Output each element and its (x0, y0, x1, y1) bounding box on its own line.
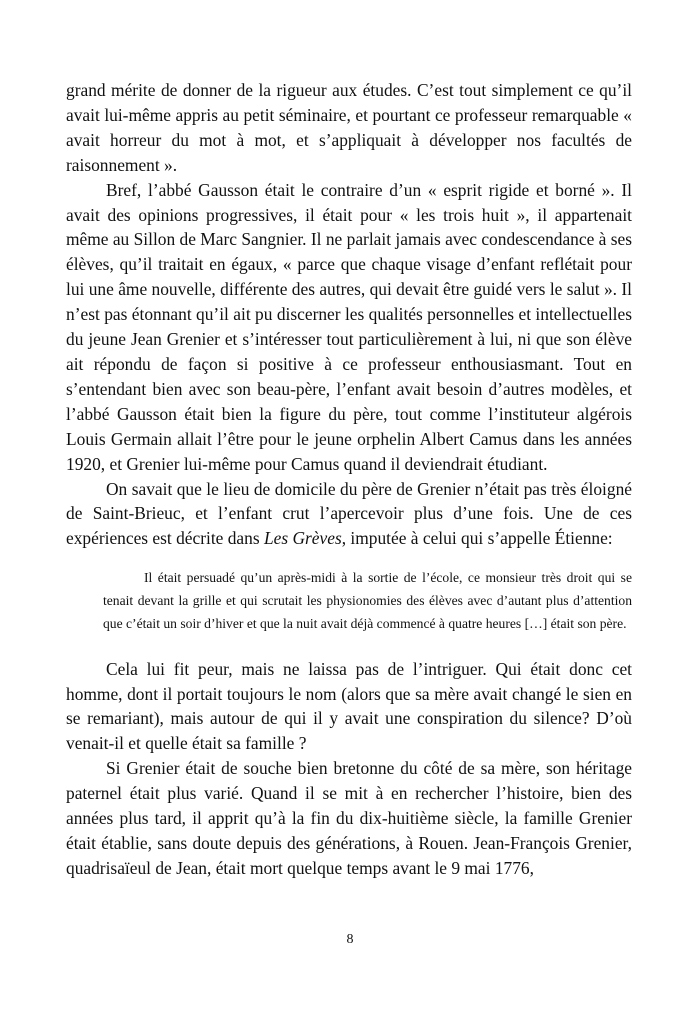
paragraph-text: grand mérite de donner de la rigueur aux études. C’est tout simplement ce qu’il avait lui-même appris au petit séminaire, et pourtant ce professeur remarquable « avait horreur du mot à mot, et s’appliquait à développer nos facultés de raisonnement ». (66, 80, 632, 175)
page-body (66, 78, 632, 881)
paragraph-text: , imputée à celui qui s’appelle Étienne: (341, 528, 613, 549)
paragraph-5 (66, 756, 632, 881)
paragraph-1 (66, 78, 632, 178)
paragraph-2 (66, 178, 632, 477)
block-quote (66, 567, 632, 635)
paragraph-3 (66, 477, 632, 552)
paragraph-text: Si Grenier était de souche bien bretonne du côté de sa mère, son héritage paternel était plus varié. Quand il se mit à en rechercher l’histoire, bien des années plus tard, il apprit qu’à la fin du dix-huitième siècle, la famille Grenier était établie, sans doute depuis des générations, à Rouen. Jean-François Grenier, quadrisaïeul de Jean, était mort quelque temps avant le 9 mai 1776, (66, 758, 632, 878)
paragraph-text: Bref, l’abbé Gausson était le contraire d’un « esprit rigide et borné ». Il avait des opinions progressives, il était pour « les trois huit », il appartenait même au Sillon de Marc Sangnier. Il ne parlait jamais avec condescendance à ses élèves, qu’il traitait en égaux, « parce que chaque visage d’enfant reflétait pour lui une âme nouvelle, différente des autres, qui devait être guidé vers le salut ». Il n’est pas étonnant qu’il ait pu discerner les qualités personnelles et intellectuelles du jeune Jean Grenier et s’intéresser tout particulièrement à lui, ni que son élève ait répondu de façon si positive à ce professeur enthousiasmant. Tout en s’entendant bien avec son beau-père, l’enfant avait besoin d’autres modèles, et l’abbé Gausson était bien la figure du père, tout comme l’instituteur algérois Louis Germain allait l’être pour le jeune orphelin Albert Camus dans les années 1920, et Grenier lui-même pour Camus quand il deviendrait étudiant. (66, 179, 632, 474)
paragraph-text: Cela lui fit peur, mais ne laissa pas de l’intriguer. Qui était donc cet homme, dont il portait toujours le nom (alors que sa mère avait changé le sien en se remariant), mais autour de qui il y avait une conspiration du silence? D’où venait-il et quelle était sa famille ? (66, 658, 632, 754)
block-quote-text: Il était persuadé qu’un après-midi à la sortie de l’école, ce monsieur très droit qui se tenait devant la grille et qui scrutait les physionomies des élèves avec d’autant plus d’attention que c’était un soir d’hiver et que la nuit avait déjà commencé à quatre heures […] était son père. (103, 570, 632, 631)
paragraph-4 (66, 657, 632, 757)
page-number: 8 (346, 932, 354, 947)
paragraph-text: On savait que le lieu de domicile du père de Grenier n’était pas très éloigné de Saint-Brieuc, et l’enfant crut l’apercevoir plus d’une fois. Une de ces expériences est décrite dans (66, 478, 632, 549)
book-title-italic: Les Grèves (263, 528, 342, 549)
